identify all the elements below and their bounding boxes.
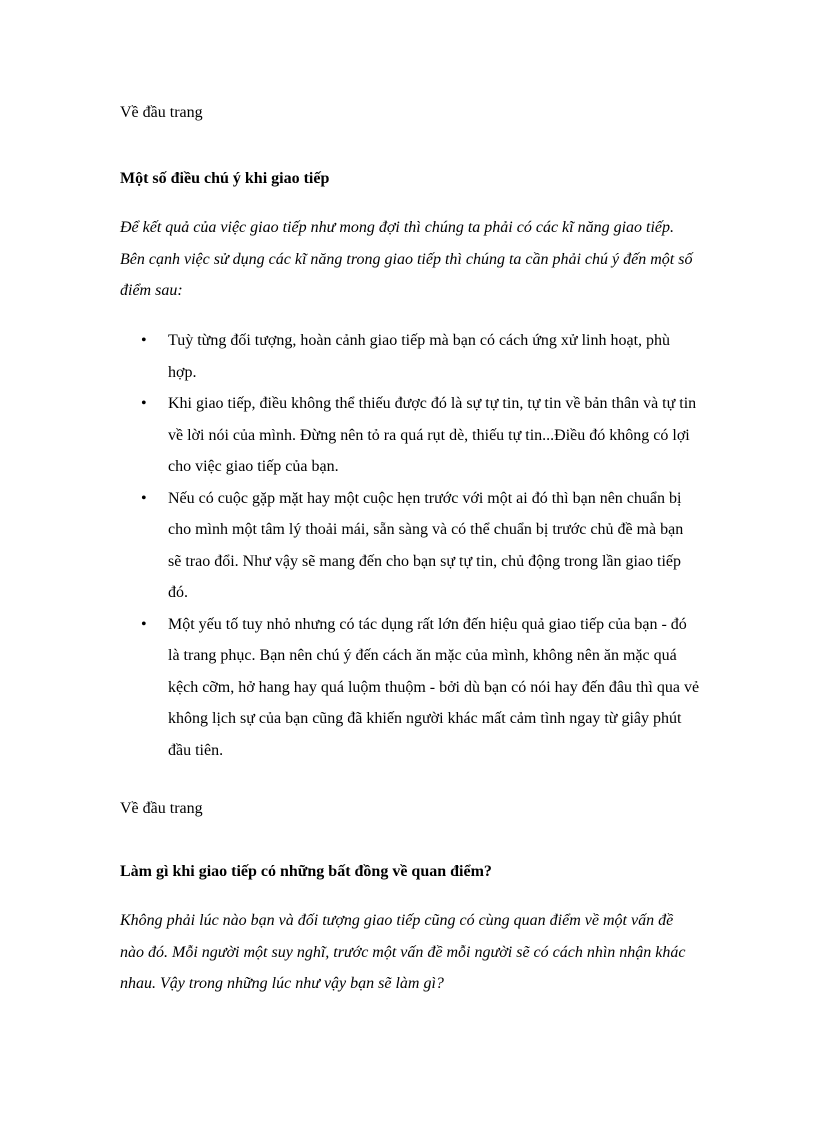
bullet-icon: • [141,395,147,412]
list-item-text: Một yếu tố tuy nhỏ nhưng có tác dụng rất lớn đến hiệu quả giao tiếp của bạn - đó là trang phục. Bạn nên chú ý đến cách ăn mặc của mình, không nên ăn mặc quá kệch cỡm, hở hang hay quá luộm thuộm - bởi dù bạn có nói hay đến đâu thì qua vẻ không lịch sự của bạn cũng đã khiến người khác mất cảm tình ngay từ giây phút đầu tiên. [168,615,700,759]
back-to-top-link[interactable]: Về đầu trang [120,104,203,121]
section-heading-disagreement: Làm gì khi giao tiếp có những bất đồng về quan điểm? [120,863,492,880]
back-to-top-link[interactable]: Về đầu trang [120,800,203,817]
list-item [120,609,700,767]
list-item [120,388,700,483]
list-item-text: Nếu có cuộc gặp mặt hay một cuộc hẹn trước với một ai đó thì bạn nên chuẩn bị cho mình một tâm lý thoải mái, sẵn sàng và có thể chuẩn bị trước chủ đề mà bạn sẽ trao đổi. Như vậy sẽ mang đến cho bạn sự tự tin, chủ động trong lần giao tiếp đó. [168,489,684,601]
tips-list [120,325,700,766]
section-heading-communication-notes: Một số điều chú ý khi giao tiếp [120,170,330,187]
bullet-icon: • [141,332,147,349]
bullet-icon: • [141,615,147,633]
section-intro-communication-notes: Để kết quả của việc giao tiếp như mong đợi thì chúng ta phải có các kĩ năng giao tiếp. Bên cạnh việc sử dụng các kĩ năng trong giao tiếp thì chúng ta cần phải chú ý đến một số điểm sau: [120,219,693,299]
list-item [120,483,700,609]
list-item-text: Tuỳ từng đối tượng, hoàn cảnh giao tiếp mà bạn có cách ứng xử linh hoạt, phù hợp. [168,332,671,381]
bullet-icon: • [141,489,147,507]
list-item [120,325,700,388]
list-item-text: Khi giao tiếp, điều không thể thiếu được đó là sự tự tin, tự tin về bản thân và tự tin về lời nói của mình. Đừng nên tỏ ra quá rụt dè, thiếu tự tin...Điều đó không có lợi cho việc giao tiếp của bạn. [168,395,697,475]
section-intro-disagreement: Không phải lúc nào bạn và đối tượng giao tiếp cũng có cùng quan điểm về một vấn đề nào đó. Mỗi người một suy nghĩ, trước một vấn đề mỗi người sẽ có cách nhìn nhận khác nhau. Vậy trong những lúc như vậy bạn sẽ làm gì? [120,912,686,992]
